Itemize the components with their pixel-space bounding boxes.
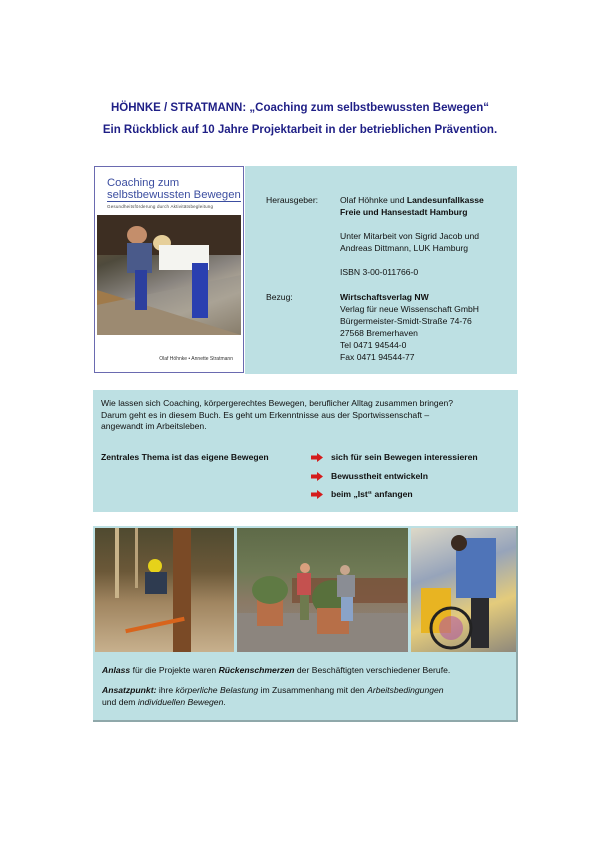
approach-part: und dem: [102, 697, 138, 707]
red-arrow-icon: [311, 453, 323, 462]
approach-part: .: [223, 697, 226, 707]
intro-text: [101, 398, 516, 433]
reason-text: [102, 664, 512, 676]
bullet-text: sich für sein Bewegen interessieren: [331, 452, 478, 462]
order-label: Bezug:: [266, 292, 293, 302]
publisher-name: Olaf Höhnke und: [340, 195, 407, 205]
cover-photo-art: [97, 215, 241, 335]
intro-text-line: angewandt im Arbeitsleben.: [101, 421, 207, 431]
cover-title-line2: selbstbewussten Bewegen: [107, 189, 241, 201]
order-line: Verlag für neue Wissenschaft GmbH: [340, 304, 479, 314]
photo-lifting-pot: [237, 528, 408, 652]
projects-panel: [93, 526, 518, 722]
approach-part: im Zusammenhang mit den: [258, 685, 368, 695]
book-cover: [94, 166, 244, 373]
bullet-text: beim „Ist“ anfangen: [331, 489, 413, 499]
reason-end: der Beschäftigten verschiedener Berufe.: [294, 665, 451, 675]
approach-text: [102, 684, 512, 708]
order-publisher: Wirtschaftsverlag NW: [340, 292, 429, 302]
photo-wheelchair-care: [411, 528, 516, 652]
approach-part: ihre: [156, 685, 176, 695]
approach-label: Ansatzpunkt:: [102, 685, 157, 695]
cover-subtitle: Gesundheitsförderung durch Aktivitätsbegleitung: [107, 204, 214, 209]
approach-emph: Arbeitsbedingungen: [367, 685, 444, 695]
publisher-line2: Freie und Hansestadt Hamburg: [340, 207, 468, 217]
publisher-label: Herausgeber:: [266, 195, 319, 205]
photo-forestry-worker: [95, 528, 234, 652]
header-title: HÖHNKE / STRATMANN: „Coaching zum selbstbewussten Bewegen“: [110, 102, 490, 114]
order-line: Fax 0471 94544-77: [340, 352, 415, 362]
cover-authors: Olaf Höhnke • Annette Stratmann: [159, 356, 233, 362]
reason-mid: für die Projekte waren: [130, 665, 219, 675]
collab-line1: Unter Mitarbeit von Sigrid Jacob und: [340, 231, 480, 241]
bullet-item: [311, 489, 413, 499]
bullet-item: [311, 471, 428, 481]
bullet-item: [311, 452, 478, 462]
red-arrow-icon: [311, 472, 323, 481]
isbn: ISBN 3-00-011766-0: [340, 267, 419, 277]
photo-lifting-art: [237, 528, 408, 652]
collab-line2: Andreas Dittmann, LUK Hamburg: [340, 243, 469, 253]
publisher-org: Landesunfallkasse: [406, 195, 484, 205]
intro-panel: [93, 390, 518, 512]
order-line: Bürgermeister-Smidt-Straße 74-76: [340, 316, 472, 326]
theme-label: Zentrales Thema ist das eigene Bewegen: [101, 452, 269, 462]
cover-title: [107, 177, 241, 202]
cover-title-line1: Coaching zum: [107, 177, 180, 189]
order-line: Tel 0471 94544-0: [340, 340, 407, 350]
photo-wheelchair-art: [411, 528, 516, 652]
photo-forestry-art: [95, 528, 234, 652]
approach-emph: körperliche Belastung: [175, 685, 259, 695]
bullet-text: Bewusstheit entwickeln: [331, 471, 428, 481]
intro-text-line: Wie lassen sich Coaching, körpergerechtes Bewegen, beruflicher Alltag zusammen bringen?: [101, 398, 454, 408]
reason-highlight: Rückenschmerzen: [218, 665, 295, 675]
cover-photo: [97, 215, 241, 335]
red-arrow-icon: [311, 490, 323, 499]
publisher-line1: [340, 195, 484, 206]
intro-text-line: Darum geht es in diesem Buch. Es geht um Erkenntnisse aus der Sportwissenschaft –: [101, 409, 430, 420]
approach-emph: individuellen Bewegen: [137, 697, 224, 707]
header-subtitle: Ein Rückblick auf 10 Jahre Projektarbeit in der betrieblichen Prävention.: [102, 124, 498, 136]
reason-label: Anlass: [102, 665, 131, 675]
order-line: 27568 Bremerhaven: [340, 328, 418, 338]
